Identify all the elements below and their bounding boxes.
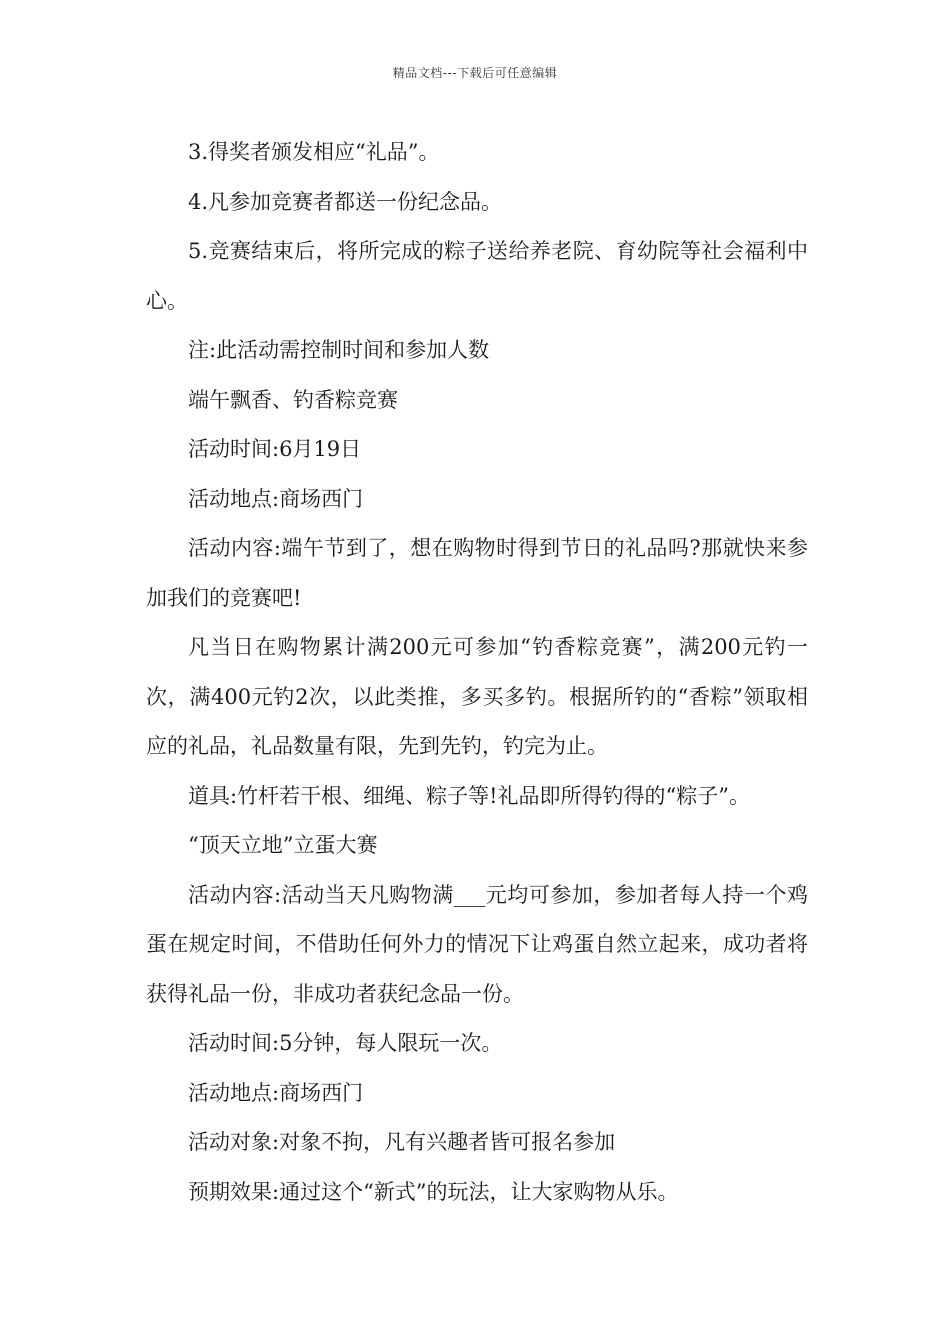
paragraph-props: 道具:竹杆若干根、细绳、粽子等!礼品即所得钓得的“粽子”。 [188,783,750,808]
paragraph-expected-effect: 预期效果:通过这个“新式”的玩法，让大家购物从乐。 [188,1179,679,1204]
page-header: 精品文档---下载后可任意编辑 [392,66,558,80]
paragraph-note: 注:此活动需控制时间和参加人数 [188,338,490,362]
paragraph-egg-audience: 活动对象:对象不拘，凡有兴趣者皆可报名参加 [188,1130,616,1154]
paragraph-souvenir: 4.凡参加竞赛者都送一份纪念品。 [188,189,503,214]
paragraph-award-gifts: 3.得奖者颁发相应“礼品”。 [188,140,440,164]
paragraph-egg-time: 活动时间:5分钟，每人限玩一次。 [188,1031,503,1055]
paragraph-egg-location: 活动地点:商场西门 [188,1080,364,1105]
paragraph-donate-zongzi: 5.竞赛结束后，将所完成的粽子送给养老院、育幼院等社会福利中心。 [146,239,808,313]
paragraph-event-content: 活动内容:端午节到了，想在购物时得到节日的礼品吗?那就快来参加我们的竞赛吧! [146,536,808,610]
paragraph-purchase-rules: 凡当日在购物累计满200元可参加“钓香粽竞赛”，满200元钓一次，满400元钓2次，以此类推，多买多钓。根据所钓的“香粽”领取相应的礼品，礼品数量有限，先到先钓，钓完为止。 [146,635,808,758]
document-body [146,128,808,1217]
paragraph-egg-content: 活动内容:活动当天凡购物满___元均可参加，参加者每人持一个鸡蛋在规定时间，不借助任何外力的情况下让鸡蛋自然立起来，成功者将获得礼品一份，非成功者获纪念品一份。 [146,882,808,1006]
paragraph-event-location: 活动地点:商场西门 [188,486,364,511]
paragraph-event-time: 活动时间:6月19日 [188,437,362,461]
section-title-egg-contest: “顶天立地”立蛋大赛 [188,833,378,857]
section-title-fishing-contest: 端午飘香、钓香粽竞赛 [188,387,398,412]
